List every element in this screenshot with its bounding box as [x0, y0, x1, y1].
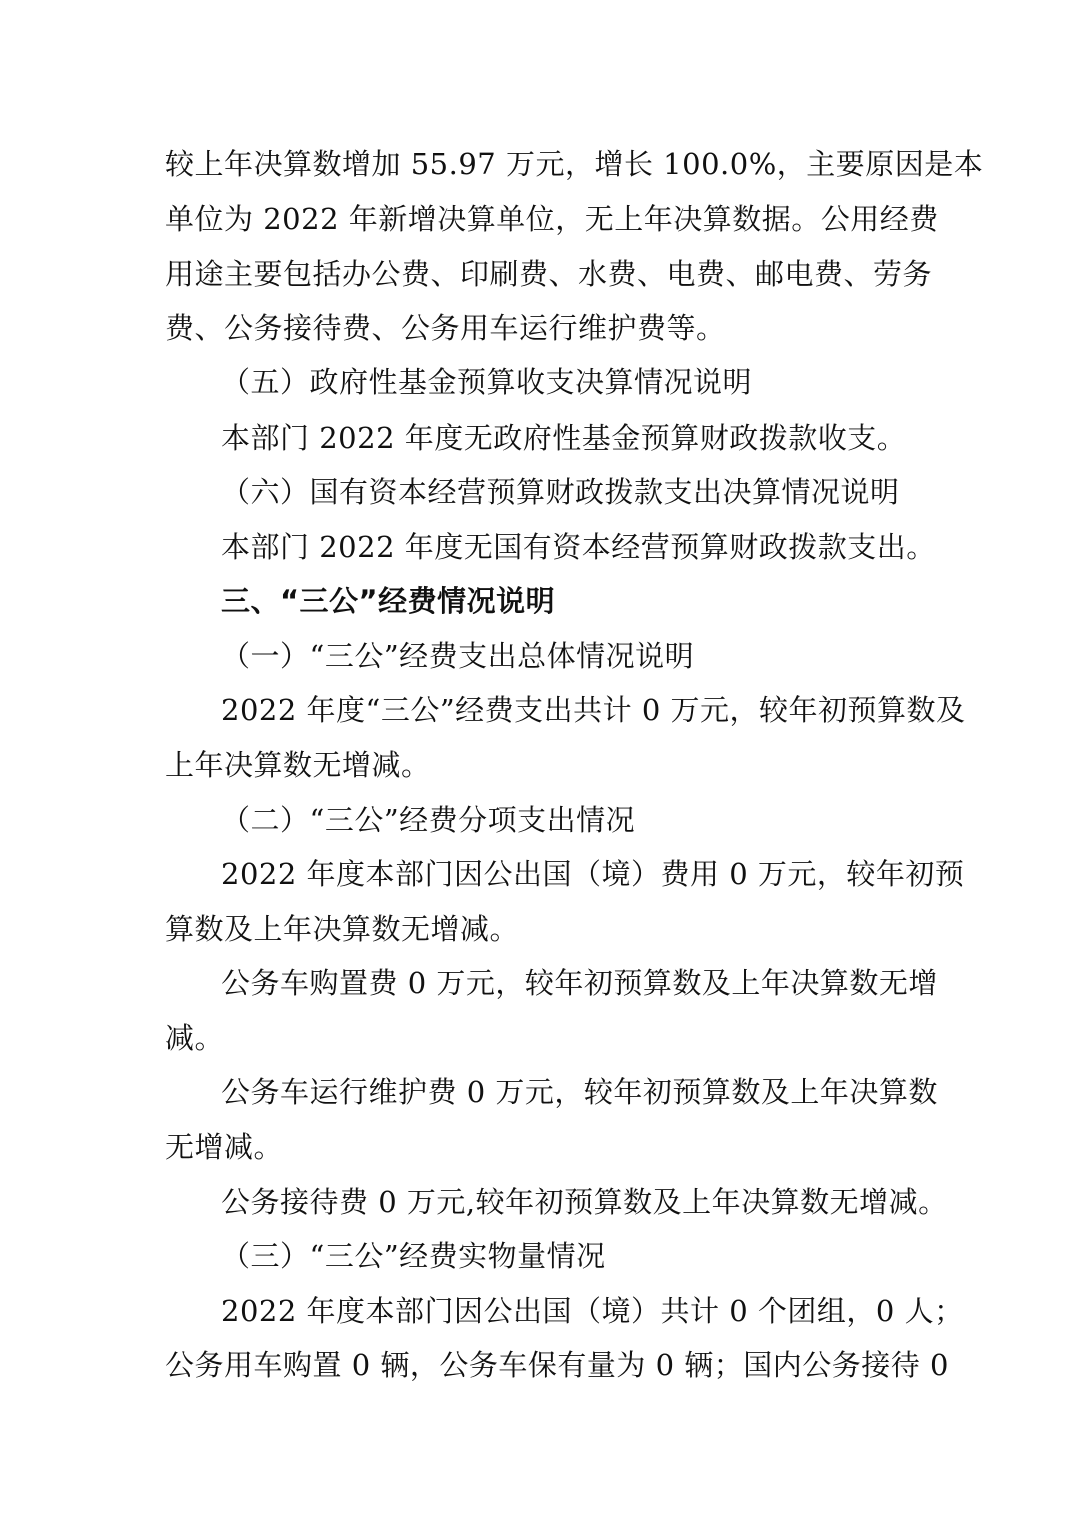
body-text-line: 2022 年度本部门因公出国（境）共计 0 个团组，0 人；	[221, 1294, 964, 1328]
body-text-line: 公务用车购置 0 辆，公务车保有量为 0 辆；国内公务接待 0	[165, 1348, 949, 1382]
body-text-line: 费、公务接待费、公务用车运行维护费等。	[165, 311, 726, 345]
body-text-line: 本部门 2022 年度无国有资本经营预算财政拨款支出。	[221, 530, 936, 564]
body-text-line: 2022 年度“三公”经费支出共计 0 万元，较年初预算数及	[221, 693, 966, 727]
body-text-line: 公务接待费 0 万元,较年初预算数及上年决算数无增减。	[221, 1185, 948, 1219]
body-text-line: 单位为 2022 年新增决算单位，无上年决算数据。公用经费	[165, 202, 939, 236]
body-text-line: 用途主要包括办公费、印刷费、水费、电费、邮电费、劳务	[165, 257, 933, 291]
body-text-line: 无增减。	[165, 1130, 284, 1164]
body-text-line: 较上年决算数增加 55.97 万元，增长 100.0%，主要原因是本	[165, 147, 984, 181]
section-subheading-1: （一）“三公”经费支出总体情况说明	[221, 639, 695, 673]
body-text-line: 减。	[165, 1021, 225, 1055]
body-text-line: 2022 年度本部门因公出国（境）费用 0 万元，较年初预	[221, 857, 965, 891]
section-subheading-6: （六）国有资本经营预算财政拨款支出决算情况说明	[221, 475, 900, 509]
body-text-line: 公务车运行维护费 0 万元，较年初预算数及上年决算数	[221, 1075, 938, 1109]
section-subheading-5: （五）政府性基金预算收支决算情况说明	[221, 365, 753, 399]
body-text-line: 本部门 2022 年度无政府性基金预算财政拨款收支。	[221, 421, 907, 455]
body-text-line: 公务车购置费 0 万元，较年初预算数及上年决算数无增	[221, 966, 938, 1000]
section-heading-3: 三、“三公”经费情况说明	[221, 584, 556, 618]
body-text-line: 算数及上年决算数无增减。	[165, 912, 520, 946]
section-subheading-3: （三）“三公”经费实物量情况	[221, 1239, 606, 1273]
section-subheading-2: （二）“三公”经费分项支出情况	[221, 803, 636, 837]
body-text-line: 上年决算数无增减。	[165, 748, 431, 782]
